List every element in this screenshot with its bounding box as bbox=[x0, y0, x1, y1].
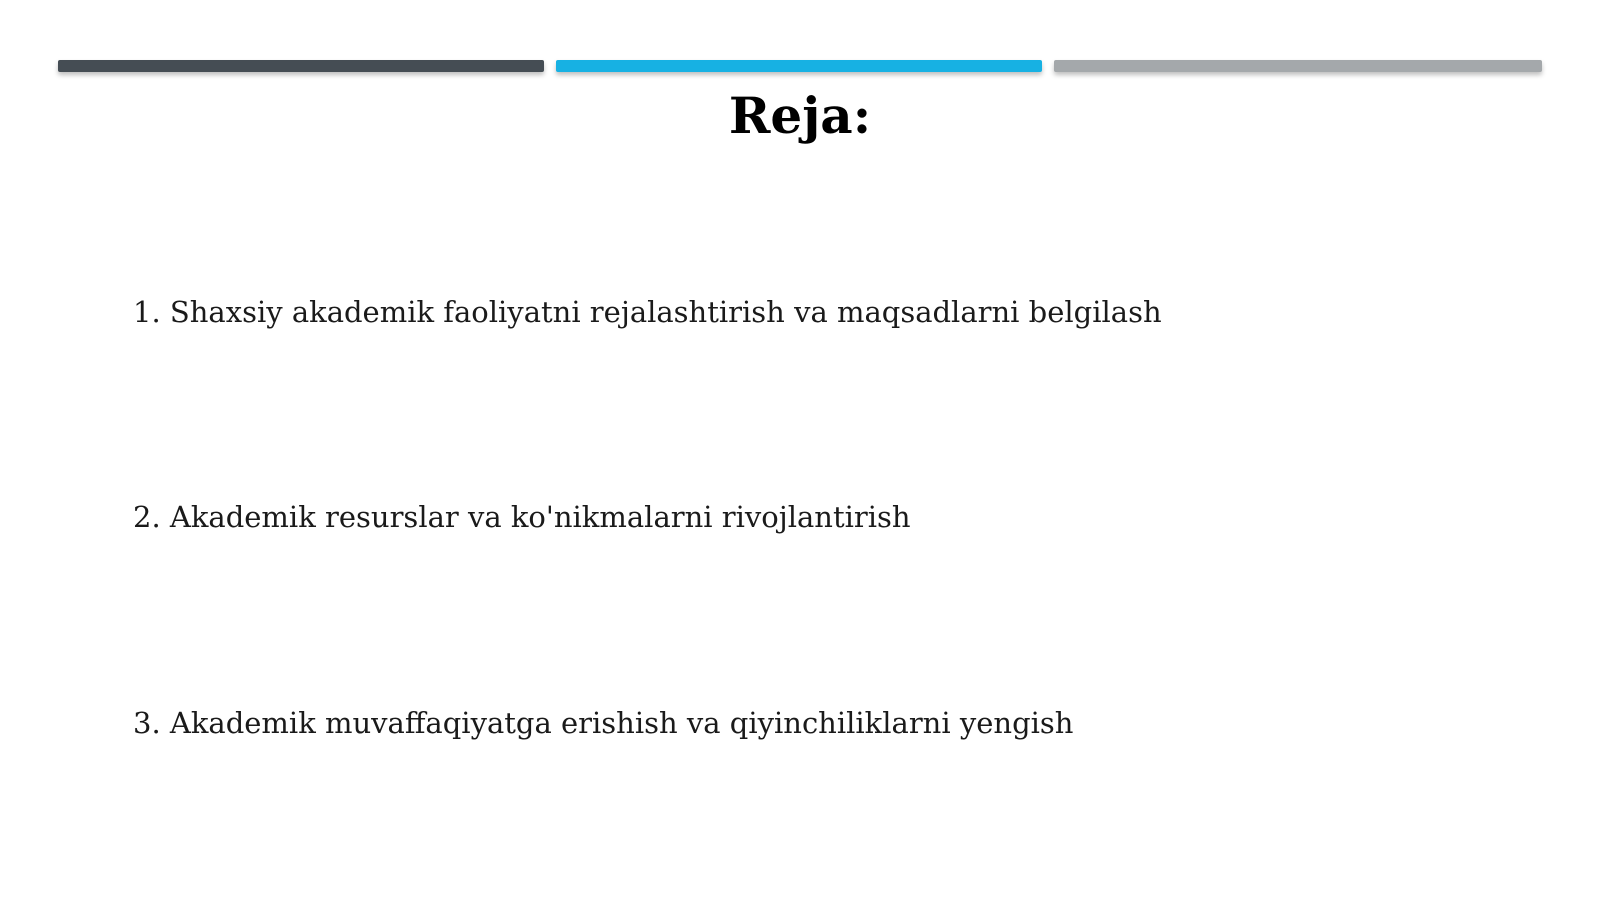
slide-title: Reja: bbox=[728, 86, 872, 145]
accent-bar-gray bbox=[1054, 60, 1542, 72]
accent-bar-dark bbox=[58, 60, 544, 72]
accent-bar-blue bbox=[556, 60, 1042, 72]
plan-item: 2. Akademik resurslar va ko'nikmalarni rivojlantirish bbox=[133, 500, 911, 534]
plan-item: 3. Akademik muvaffaqiyatga erishish va qiyinchiliklarni yengish bbox=[133, 706, 1074, 740]
plan-item: 1. Shaxsiy akademik faoliyatni rejalashtirish va maqsadlarni belgilash bbox=[133, 295, 1162, 329]
